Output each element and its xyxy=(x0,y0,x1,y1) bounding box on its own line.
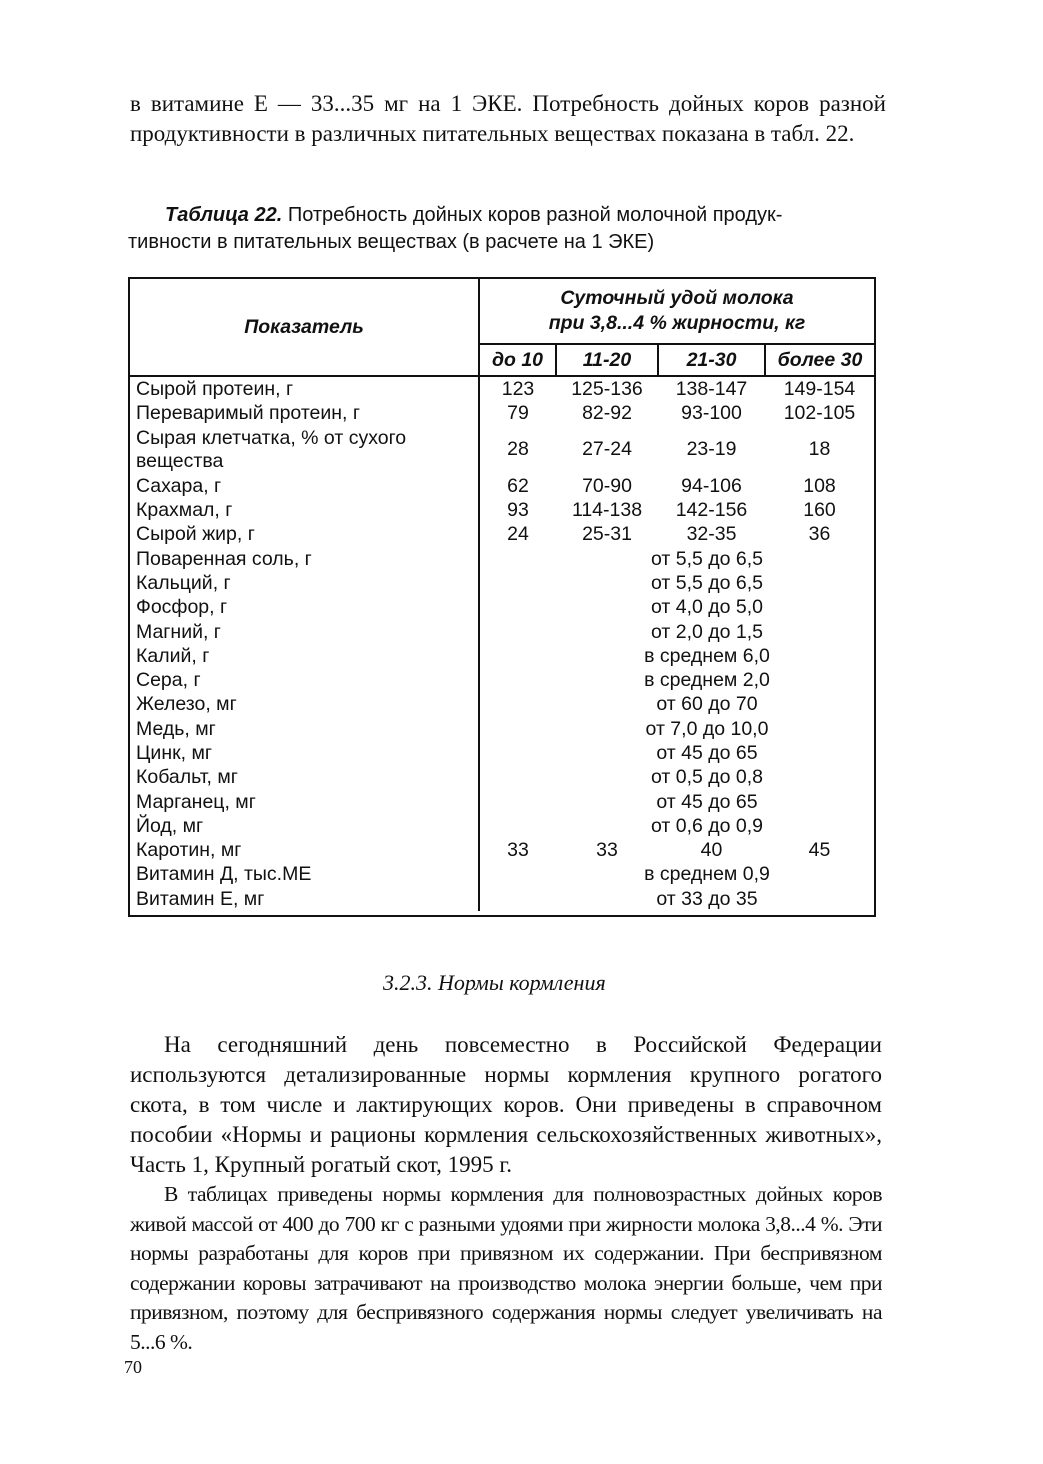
table-row xyxy=(130,838,874,862)
row-range-value: от 4,0 до 5,0 xyxy=(650,596,764,619)
subheader: до 10 xyxy=(479,344,556,376)
table-row xyxy=(130,644,874,668)
row-label: Марганец, мг xyxy=(130,789,479,813)
row-label: Кальций, г xyxy=(130,571,479,595)
row-range-value: от 7,0 до 10,0 xyxy=(645,717,769,740)
row-label: Калий, г xyxy=(130,644,479,668)
row-range-value: в среднем 6,0 xyxy=(644,644,770,667)
row-value: 93 xyxy=(507,499,529,522)
row-value: 123 xyxy=(501,378,535,401)
row-value: 149-154 xyxy=(783,378,856,401)
row-value: 82-92 xyxy=(582,402,632,425)
table-row xyxy=(130,376,874,401)
row-value: 18 xyxy=(808,438,831,461)
table-row xyxy=(130,571,874,595)
row-label: Сырая клетчатка, % от сухого вещества xyxy=(130,426,479,474)
row-label: Магний, г xyxy=(130,619,479,643)
table-row xyxy=(130,474,874,498)
table-caption xyxy=(128,202,890,256)
row-label: Медь, мг xyxy=(130,717,479,741)
caption-line-1: Потребность дойных коров разной молочной продук- xyxy=(287,204,783,226)
row-value: 27-24 xyxy=(582,438,632,461)
table-row xyxy=(130,887,874,911)
row-range-value: от 45 до 65 xyxy=(656,742,758,764)
table-row xyxy=(130,765,874,789)
subheader: 21-30 xyxy=(658,344,765,376)
row-label: Сера, г xyxy=(130,668,479,692)
group-header-line-1: Суточный удой молока xyxy=(560,287,794,309)
table-body xyxy=(130,376,874,911)
row-value: 23-19 xyxy=(686,438,737,461)
table-row xyxy=(130,717,874,741)
group-header-line-2: при 3,8...4 % жирности, кг xyxy=(548,312,806,334)
group-header xyxy=(479,279,874,344)
row-value: 108 xyxy=(803,474,836,497)
table-row xyxy=(130,522,874,546)
table-row xyxy=(130,814,874,838)
row-label: Сахара, г xyxy=(130,474,479,498)
table-row xyxy=(130,401,874,425)
row-value: 33 xyxy=(596,839,618,862)
paragraph-1-text: На сегодняшний день повсеместно в Российской Федерации используются детализированные нормы кормления крупного рогатого скота, в том числе и лактирующих коров. Они приведены в справочном пособии «Нормы и рационы кормления сельскохозяйственных животных», Часть 1, Крупный рогатый скот, 1995 г. xyxy=(130,1032,882,1177)
row-value: 32-35 xyxy=(686,523,737,546)
row-value: 94-106 xyxy=(681,474,742,497)
row-label: Сырой жир, г xyxy=(130,522,479,546)
section-title: 3.2.3. Нормы кормления xyxy=(383,970,606,995)
intro-paragraph: в витамине Е — 33...35 мг на 1 ЭКЕ. Потребность дойных коров разной продуктивности в различных питательных веществах показана в табл. 22. xyxy=(130,91,886,146)
row-label: Крахмал, г xyxy=(130,498,479,522)
row-label: Цинк, мг xyxy=(130,741,479,765)
table-row xyxy=(130,498,874,522)
row-range-value: от 33 до 35 xyxy=(656,887,758,910)
row-value: 25-31 xyxy=(582,523,632,546)
row-value: 70-90 xyxy=(582,474,632,497)
row-range-value: от 60 до 70 xyxy=(656,693,758,716)
caption-line-2: тивности в питательных веществах (в расчете на 1 ЭКЕ) xyxy=(128,231,655,253)
table-row xyxy=(130,692,874,716)
row-value: 138-147 xyxy=(675,378,748,401)
row-label: Каротин, мг xyxy=(130,838,479,862)
row-label: Кобальт, мг xyxy=(130,765,479,789)
row-value: 24 xyxy=(507,523,529,546)
caption-label: Таблица 22. xyxy=(165,204,283,226)
table-row xyxy=(130,741,874,765)
row-value: 125-136 xyxy=(571,378,643,401)
subheader: 11-20 xyxy=(556,344,658,376)
row-range-value: в среднем 0,9 xyxy=(644,863,770,886)
table-row xyxy=(130,619,874,643)
row-range-value: от 5,5 до 6,5 xyxy=(650,571,764,594)
row-range-value: от 2,0 до 1,5 xyxy=(650,620,764,643)
row-range-value: от 0,5 до 0,8 xyxy=(650,766,764,789)
row-label: Переваримый протеин, г xyxy=(130,401,479,425)
nutrient-table xyxy=(128,277,876,917)
table-row xyxy=(130,595,874,619)
param-header: Показатель xyxy=(130,279,479,376)
row-label: Фосфор, г xyxy=(130,595,479,619)
row-value: 33 xyxy=(507,839,529,862)
row-value: 28 xyxy=(507,438,529,461)
row-value: 93-100 xyxy=(681,402,742,425)
table-row xyxy=(130,668,874,692)
table-row xyxy=(130,426,874,474)
body-paragraph-2 xyxy=(130,1180,882,1357)
paragraph-2-text: В таблицах приведены нормы кормления для полновозрастных дойных коров живой массой от 400 до 700 кг с разными удоями при жирности молока 3,8...4 %. Эти нормы разработаны для коров при привязном их содержании. При беспривязном содержании коровы затрачивают на производство молока энергии больше, чем при привязном, поэтому для беспривязного содержания нормы следует увеличивать на 5...6 %. xyxy=(130,1182,882,1354)
row-range-value: от 5,5 до 6,5 xyxy=(650,547,764,570)
table-row xyxy=(130,789,874,813)
row-value: 45 xyxy=(808,839,831,862)
row-value: 160 xyxy=(803,499,836,522)
row-value: 102-105 xyxy=(783,402,856,425)
row-value: 114-138 xyxy=(571,499,643,522)
row-value: 79 xyxy=(507,402,529,425)
row-label: Железо, мг xyxy=(130,692,479,716)
row-label: Сырой протеин, г xyxy=(130,376,479,401)
row-label: Витамин Д, тыс.МЕ xyxy=(130,862,479,886)
table-row xyxy=(130,862,874,886)
row-label: Поваренная соль, г xyxy=(130,546,479,570)
page-number: 70 xyxy=(124,1357,142,1377)
table-row xyxy=(130,546,874,570)
row-value: 142-156 xyxy=(675,499,748,522)
row-value: 62 xyxy=(507,474,529,497)
row-value: 36 xyxy=(808,523,831,546)
body-paragraph-1 xyxy=(130,1030,882,1180)
subheader: более 30 xyxy=(765,344,874,376)
row-value: 40 xyxy=(700,839,723,862)
row-label: Витамин Е, мг xyxy=(130,887,479,911)
row-range-value: в среднем 2,0 xyxy=(644,669,770,692)
row-range-value: от 0,6 до 0,9 xyxy=(650,814,764,837)
row-range-value: от 45 до 65 xyxy=(656,790,758,813)
row-label: Йод, мг xyxy=(130,814,479,838)
